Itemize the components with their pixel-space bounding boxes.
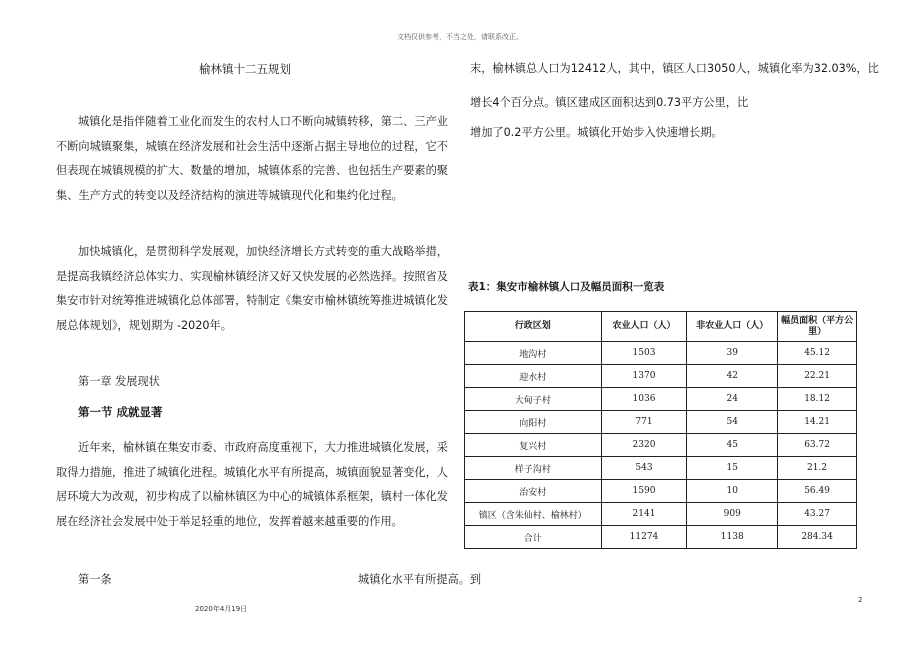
table-cell: 合计 [465,526,602,549]
paragraph-recent-progress: 近年来，榆林镇在集安市委、市政府高度重视下，大力推进城镇化发展，采取得力措施，推进了城镇化进程。城镇化水平有所提高，城镇面貌显著变化，人居环境大为改观，初步构成了以榆林镇区为中心的城镇体系框架，镇村一体化发展在经济社会发展中处于举足轻重的地位，发挥着越来越重要的作用。 [56,441,448,528]
table-cell: 2141 [601,503,687,526]
table-cell: 43.27 [778,503,857,526]
right-column-line: 增加了0.2平方公里。城镇化开始步入快速增长期。 [470,126,723,139]
table-cell: 56.49 [778,480,857,503]
article-label: 第一条 [78,573,112,586]
article-text: 城镇化水平有所提高。到 [358,573,482,586]
header-cell-agri-pop: 农业人口（人） [601,312,687,342]
header-cell-area: 幅员面积（平方公里） [778,312,857,342]
table-cell: 1503 [601,342,687,365]
chapter-heading: 第一章 发展现状 [78,375,160,388]
table-row [465,365,857,388]
table-cell: 1370 [601,365,687,388]
table-cell: 771 [601,411,687,434]
population-area-table [464,311,857,549]
table-row [465,434,857,457]
table-cell: 1138 [687,526,778,549]
table-cell: 45.12 [778,342,857,365]
table-cell: 15 [687,457,778,480]
table-cell: 1036 [601,388,687,411]
table-cell: 复兴村 [465,434,602,457]
header-cell-district: 行政区划 [465,312,602,342]
table-cell: 22.21 [778,365,857,388]
table-row [465,457,857,480]
table-row [465,503,857,526]
table-cell: 样子沟村 [465,457,602,480]
table-cell: 大甸子村 [465,388,602,411]
table-cell: 向阳村 [465,411,602,434]
table-header-row [465,312,857,342]
table-row [465,388,857,411]
table-cell: 54 [687,411,778,434]
table-cell: 镇区（含朱仙村、榆林村） [465,503,602,526]
right-column-line: 增长4个百分点。镇区建成区面积达到0.73平方公里，比 [470,96,749,109]
table-cell: 909 [687,503,778,526]
section-heading: 第一节 成就显著 [78,405,163,419]
header-note: 文档仅供参考，不当之处，请联系改正。 [397,33,523,41]
paragraph-urbanization-strategy: 加快城镇化，是贯彻科学发展观，加快经济增长方式转变的重大战略举措，是提高我镇经济总体实力、实现榆林镇经济又好又快发展的必然选择。按照省及集安市针对统筹推进城镇化总体部署，特制定《集安市榆林镇统筹推进城镇化发展总体规划》，规划期为 -2020年。 [56,245,448,332]
header-cell-nonagri-pop: 非农业人口（人） [687,312,778,342]
table-row [465,411,857,434]
table-cell: 543 [601,457,687,480]
table-cell: 10 [687,480,778,503]
table-cell: 284.34 [778,526,857,549]
table-cell: 治安村 [465,480,602,503]
table-cell: 18.12 [778,388,857,411]
table-cell: 14.21 [778,411,857,434]
right-column-line: 末，榆林镇总人口为12412人，其中，镇区人口3050人，城镇化率为32.03%，比 [470,62,879,75]
table-cell: 1590 [601,480,687,503]
table-cell: 42 [687,365,778,388]
table-cell: 地沟村 [465,342,602,365]
table-cell: 2320 [601,434,687,457]
page-number: 2 [858,596,863,604]
table-cell: 24 [687,388,778,411]
table-row [465,480,857,503]
document-title: 榆林镇十二五规划 [199,62,291,76]
table-cell: 63.72 [778,434,857,457]
table-cell: 45 [687,434,778,457]
table-cell: 21.2 [778,457,857,480]
table-row [465,342,857,365]
table-title: 表1：集安市榆林镇人口及幅员面积一览表 [468,281,665,293]
table-cell: 迎水村 [465,365,602,388]
paragraph-urbanization-definition: 城镇化是指伴随着工业化而发生的农村人口不断向城镇转移，第二、三产业不断向城镇聚集，城镇在经济发展和社会生活中逐渐占据主导地位的过程，它不但表现在城镇规模的扩大、数量的增加，城镇体系的完善、也包括生产要素的聚集、生产方式的转变以及经济结构的演进等城镇现代化和集约化过程。 [56,115,448,202]
footer-date: 2020年4月19日 [195,605,248,613]
table-cell: 11274 [601,526,687,549]
table-total-row [465,526,857,549]
table-cell: 39 [687,342,778,365]
